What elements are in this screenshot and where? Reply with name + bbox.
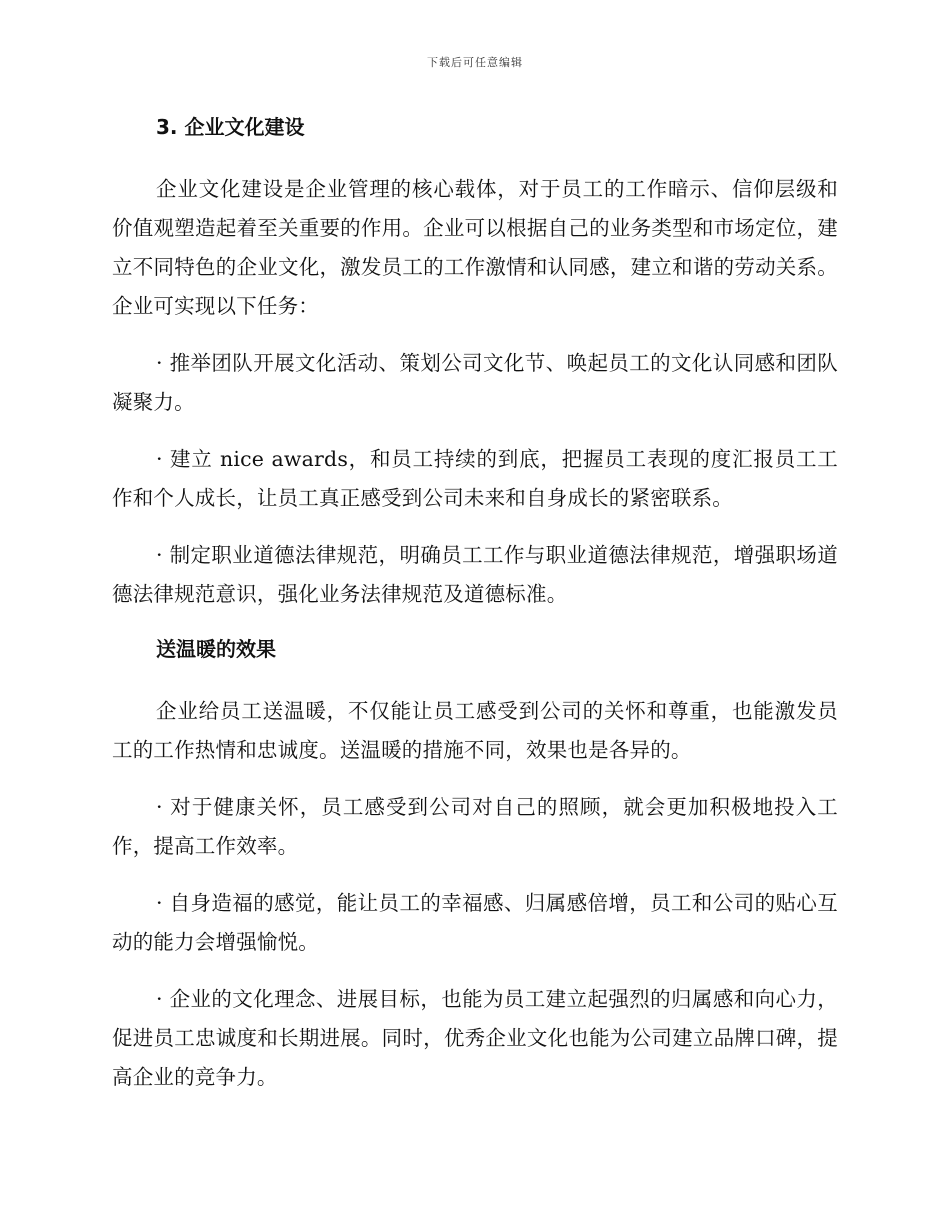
section-heading-culture: 3. 企业文化建设	[156, 115, 305, 139]
section-heading-effect: 送温暖的效果	[156, 637, 276, 661]
document-body	[112, 110, 838, 1115]
page-header-note: 下载后可任意编辑	[427, 56, 523, 69]
bullet-effect-2: · 自身造福的感觉，能让员工的幸福感、归属感倍增，员工和公司的贴心互动的能力会增强愉悦。	[112, 891, 838, 954]
paragraph-effect-intro: 企业给员工送温暖，不仅能让员工感受到公司的关怀和尊重，也能激发员工的工作热情和忠诚度。送温暖的措施不同，效果也是各异的。	[112, 699, 838, 762]
bullet-culture-3: · 制定职业道德法律规范，明确员工工作与职业道德法律规范，增强职场道德法律规范意识，强化业务法律规范及道德标准。	[112, 543, 838, 606]
paragraph-culture-intro: 企业文化建设是企业管理的核心载体，对于员工的工作暗示、信仰层级和价值观塑造起着至关重要的作用。企业可以根据自己的业务类型和市场定位，建立不同特色的企业文化，激发员工的工作激情和认同感，建立和谐的劳动关系。企业可实现以下任务：	[112, 177, 838, 318]
bullet-culture-2: · 建立 nice awards，和员工持续的到底，把握员工表现的度汇报员工工作和个人成长，让员工真正感受到公司未来和自身成长的紧密联系。	[112, 447, 838, 510]
bullet-culture-1: · 推举团队开展文化活动、策划公司文化节、唤起员工的文化认同感和团队凝聚力。	[112, 351, 838, 414]
bullet-effect-1: · 对于健康关怀，员工感受到公司对自己的照顾，就会更加积极地投入工作，提高工作效率。	[112, 795, 838, 858]
bullet-effect-3: · 企业的文化理念、进展目标，也能为员工建立起强烈的归属感和向心力，促进员工忠诚度和长期进展。同时，优秀企业文化也能为公司建立品牌口碑，提高企业的竞争力。	[112, 987, 838, 1089]
